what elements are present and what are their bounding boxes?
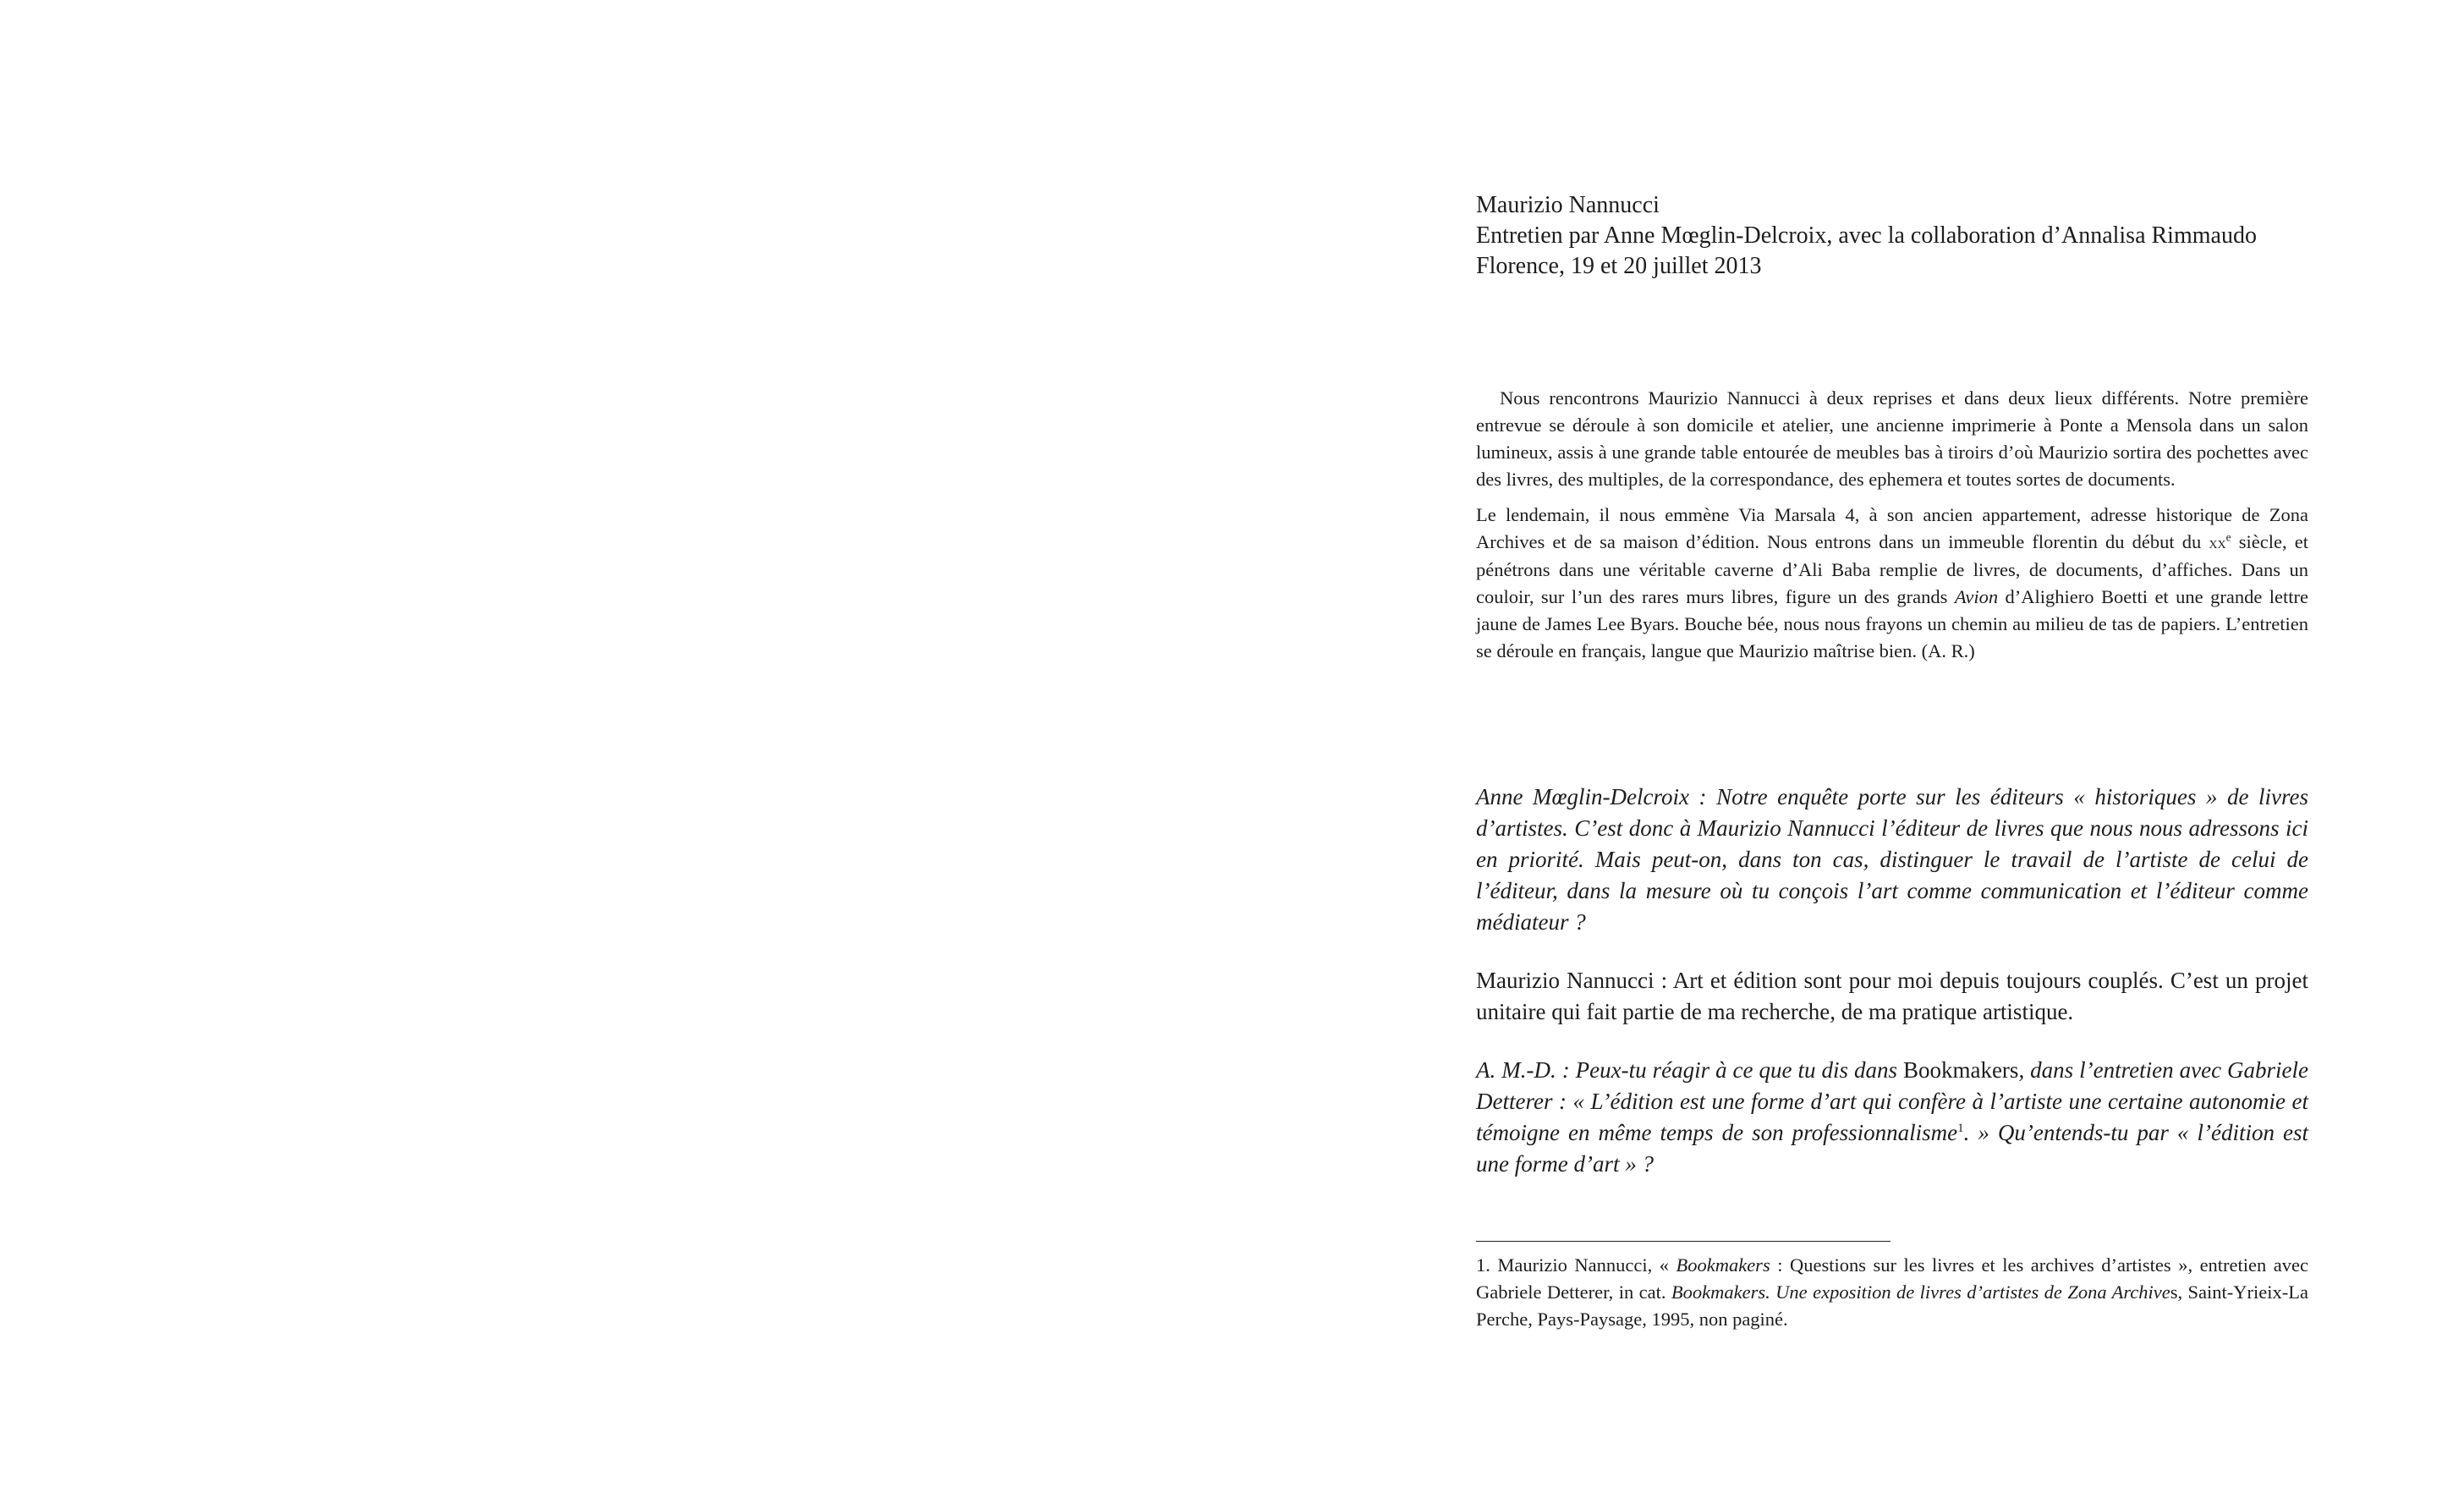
intro-p2-text-b: siècle, et pénétrons dans une véritable caverne d’Ali Baba remplie de livres, de documents, d’affiches. Dans un couloir, sur l’un des rares murs libres, figure un des grands xyxy=(1476,531,2308,607)
article-author: Maurizio Nannucci xyxy=(1476,192,1660,218)
footnote-catalogue-title: Bookmakers. Une exposition de livres d’artistes de Zona Archive xyxy=(1671,1281,2170,1303)
right-page xyxy=(1476,190,2308,1333)
intro-p2-text-a: Le lendemain, il nous emmène Via Marsala 4, à son ancien appartement, adresse historique de Zona Archives et de sa maison d’édition. Nous entrons dans un immeuble florentin du début du xyxy=(1476,504,2308,552)
century-superscript: e xyxy=(2225,530,2231,544)
footnote-text-a: 1. Maurizio Nannucci, « xyxy=(1476,1254,1677,1276)
intro-p2-text-c: d’Alighiero Boetti et une grande lettre jaune de James Lee Byars. Bouche bée, nous nous frayons un chemin au milieu de tas de papiers. L’entretien se déroule en français, langue que Maurizio maîtrise bien. (A. R.) xyxy=(1476,586,2308,661)
article-header xyxy=(1476,190,2308,282)
article-place-date: Florence, 19 et 20 juillet 2013 xyxy=(1476,253,1762,279)
introduction xyxy=(1476,385,2308,665)
question-2-text-c: . » Qu’entends-tu par « l’édition est une forme d’art » ? xyxy=(1476,1120,2308,1177)
answer-1: Maurizio Nannucci : Art et édition sont pour moi depuis toujours couplés. C’est un projet unitaire qui fait partie de ma recherche, de ma pratique artistique. xyxy=(1476,968,2308,1024)
footnote-ref-1: 1 xyxy=(1957,1122,1964,1135)
intro-paragraph-1: Nous rencontrons Maurizio Nannucci à deux reprises et dans deux lieux différents. Notre première entrevue se déroule à son domicile et atelier, une ancienne imprimerie à Ponte a Mensola dans un salon lumineux, assis à une grande table entourée de meubles bas à tiroirs d’où Maurizio sortira des pochettes avec des livres, des multiples, de la correspondance, des ephemera et toutes sortes de documents. xyxy=(1476,387,2308,490)
question-1: Anne Mœglin-Delcroix : Notre enquête porte sur les éditeurs « historiques » de livres d’artistes. C’est donc à Maurizio Nannucci l’éditeur de livres que nous nous adressons ici en priorité. Mais peut-on, dans ton cas, distinguer le travail de l’artiste de celui de l’éditeur, dans la mesure où tu conçois l’art comme communication et l’éditeur comme médiateur ? xyxy=(1476,784,2308,935)
question-2-text-b: , dans l’entretien avec Gabriele Detterer : « L’édition est une forme d’art qui confère à l’artiste une certaine autonomie et témoigne en même temps de son professionnalisme xyxy=(1476,1057,2309,1145)
intro-paragraph-2 xyxy=(1476,502,2308,665)
article-subtitle: Entretien par Anne Mœglin-Delcroix, avec la collaboration d’Annalisa Rimmaudo xyxy=(1476,222,2257,249)
footnote-1 xyxy=(1476,1252,2308,1333)
question-2-text-a: A. M.-D. : Peux-tu réagir à ce que tu dis dans xyxy=(1476,1057,1903,1083)
century-numeral: xx xyxy=(2209,534,2226,552)
question-2 xyxy=(1476,1055,2308,1180)
footnote-text xyxy=(1476,1252,2308,1333)
footnote-text-e: s, Saint-Yrieix-La Perche, Pays-Paysage, 1995, non paginé. xyxy=(1476,1281,2308,1330)
footnote-bookmakers: Bookmakers xyxy=(1676,1254,1770,1276)
interview xyxy=(1476,782,2308,1180)
footnote-divider xyxy=(1476,1241,1891,1242)
avion-title: Avion xyxy=(1954,586,1999,607)
footnote-text-c: : Questions sur les livres et les archives d’artistes », entretien avec Gabriele Detterer, in cat. xyxy=(1476,1254,2308,1303)
bookmakers-title: Bookmakers xyxy=(1902,1057,2019,1083)
